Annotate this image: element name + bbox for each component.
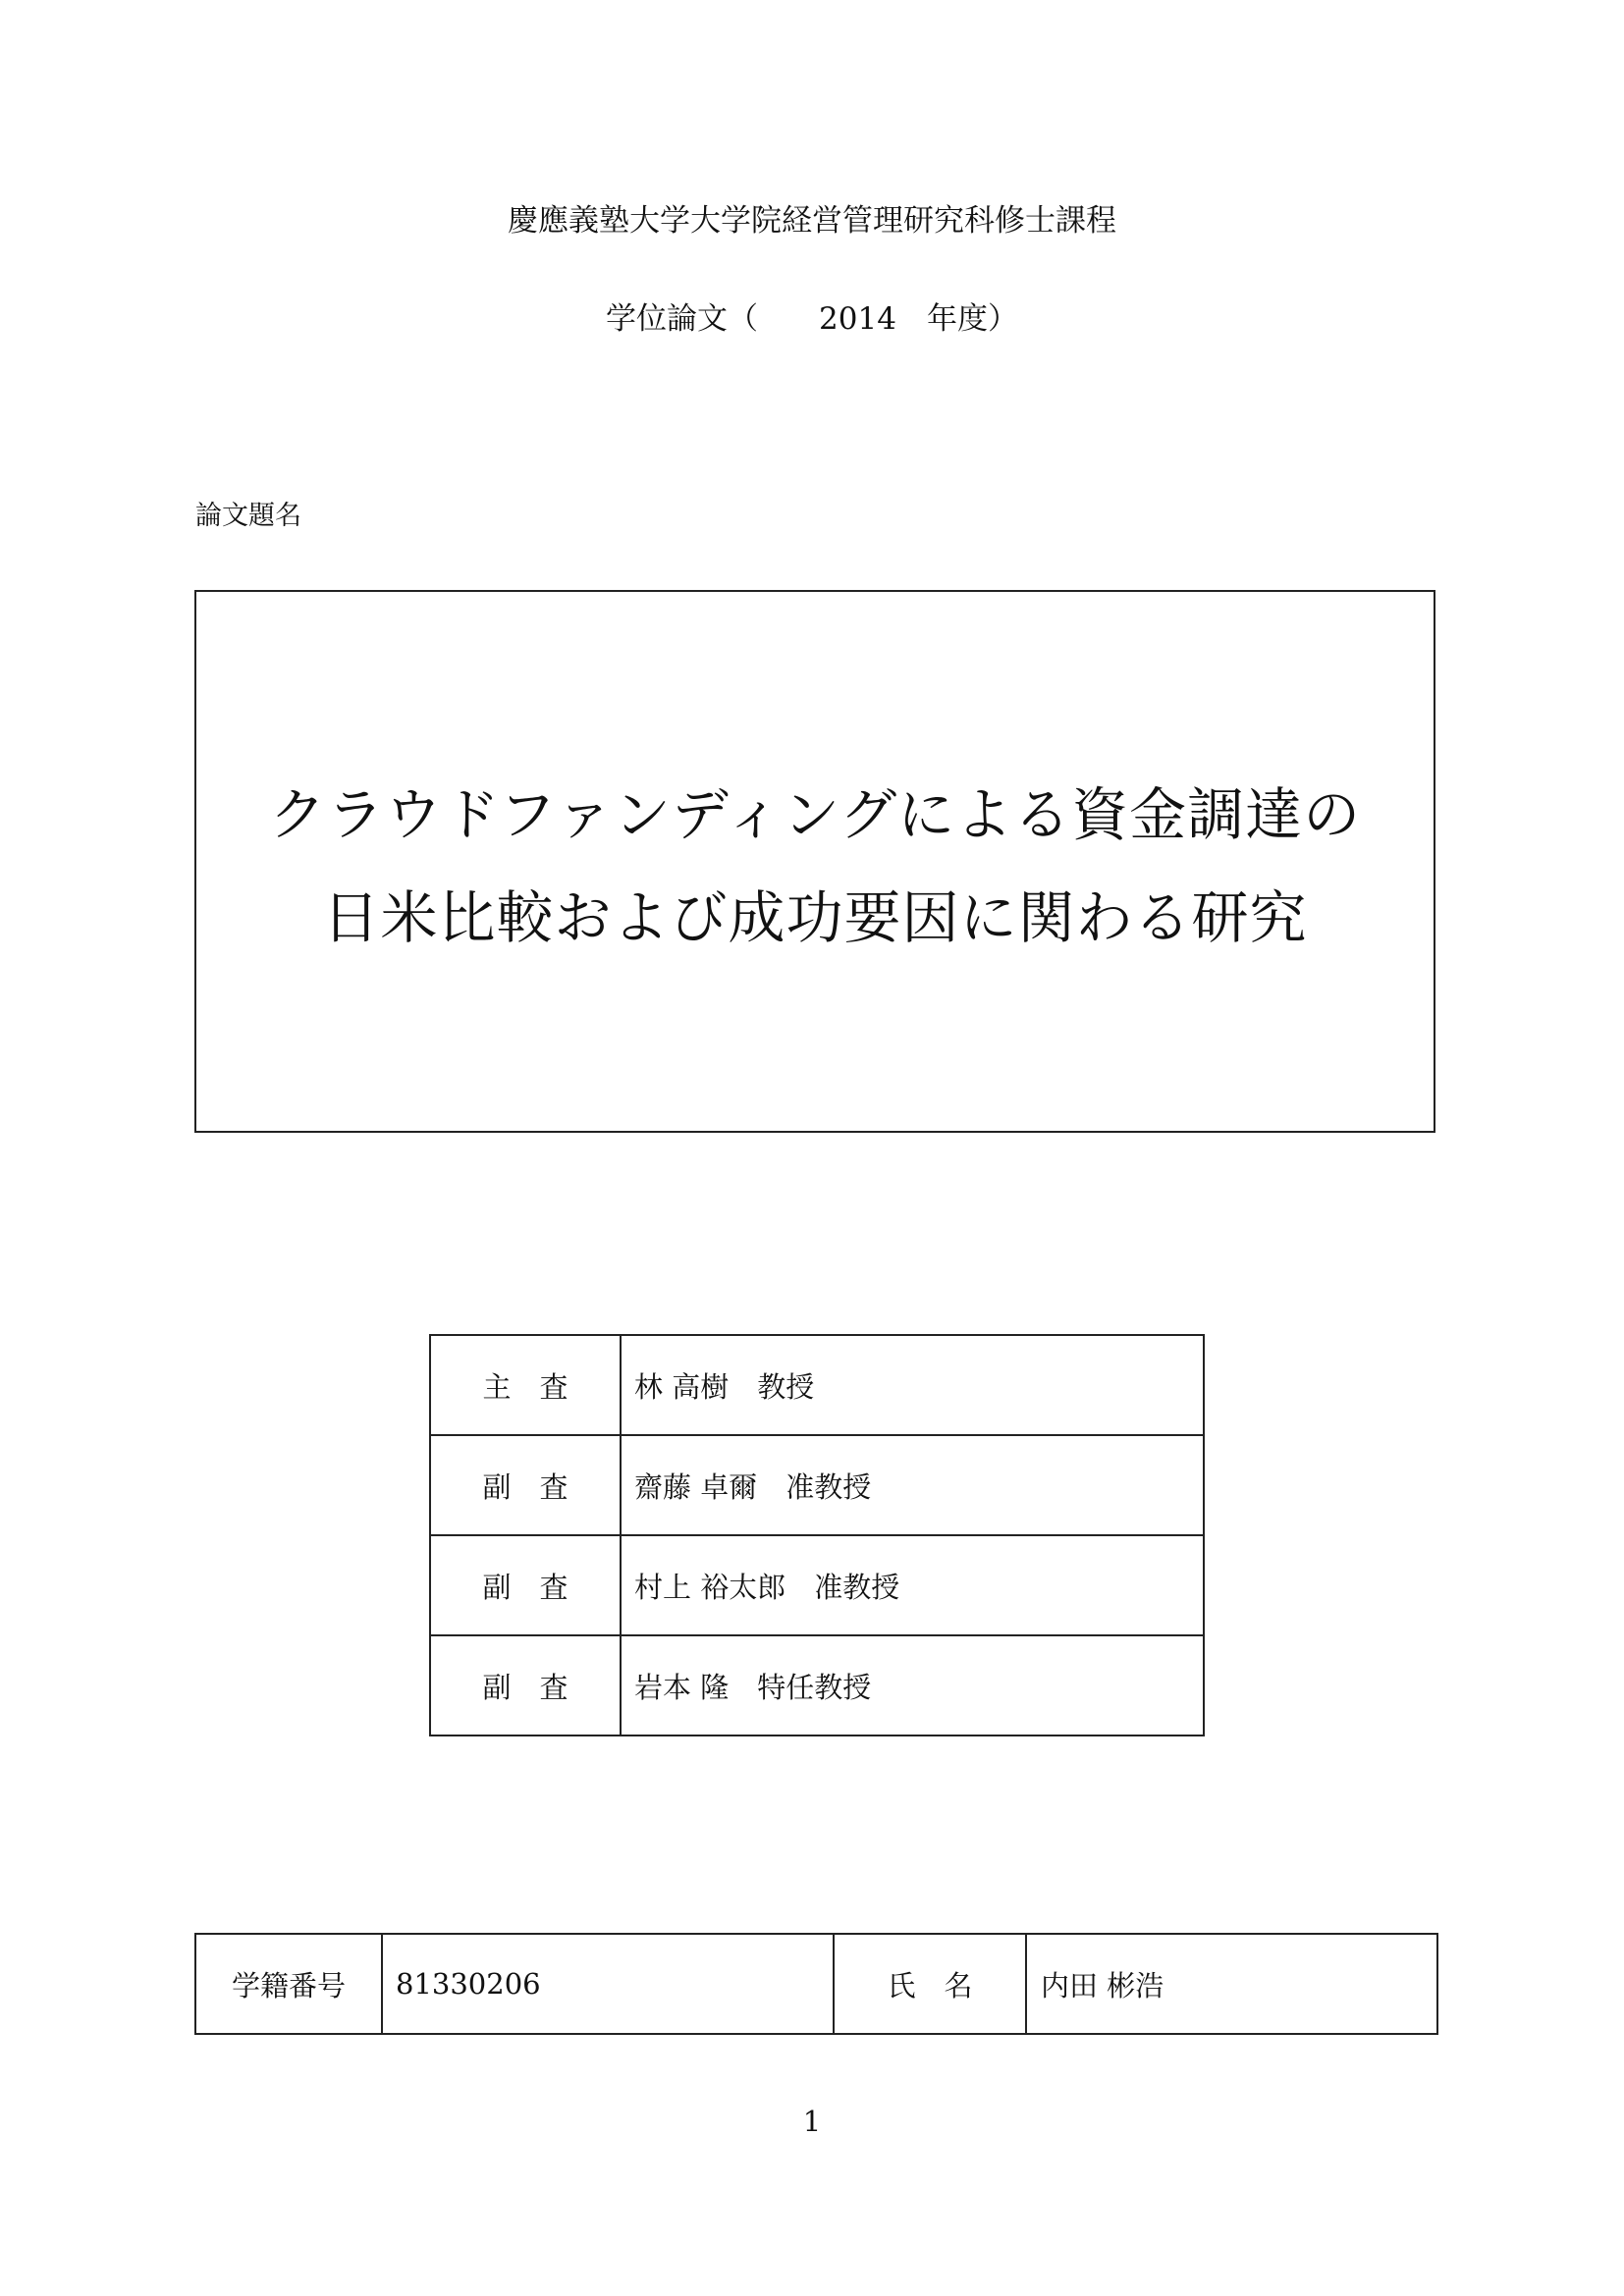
thesis-title-label: 論文題名 [195, 501, 301, 531]
examiner-name: 林 高樹 教授 [621, 1335, 1204, 1435]
student-name-label: 氏 名 [834, 1934, 1026, 2034]
student-info-table [194, 1933, 1438, 2035]
thesis-title-line-2: 日米比較および成功要因に関わる研究 [322, 884, 1308, 951]
table-row [430, 1435, 1204, 1535]
examiners-table [429, 1334, 1205, 1736]
table-row [430, 1635, 1204, 1735]
examiner-role: 主 査 [430, 1335, 621, 1435]
table-row [430, 1335, 1204, 1435]
student-name-value: 内田 彬浩 [1026, 1934, 1437, 2034]
student-id-value: 81330206 [382, 1934, 834, 2034]
degree-year-line: 学位論文（ 2014 年度） [606, 301, 1018, 337]
examiner-role: 副 査 [430, 1435, 621, 1535]
examiner-role: 副 査 [430, 1635, 621, 1735]
examiner-name: 岩本 隆 特任教授 [621, 1635, 1204, 1735]
page-number: 1 [802, 2105, 822, 2138]
student-id-label: 学籍番号 [195, 1934, 382, 2034]
university-program: 慶應義塾大学大学院経営管理研究科修士課程 [508, 203, 1116, 239]
table-row [195, 1934, 1437, 2034]
examiner-role: 副 査 [430, 1535, 621, 1635]
examiner-name: 齋藤 卓爾 准教授 [621, 1435, 1204, 1535]
table-row [430, 1535, 1204, 1635]
examiner-name: 村上 裕太郎 准教授 [621, 1535, 1204, 1635]
thesis-title-box [194, 590, 1435, 1133]
thesis-title-line-1: クラウドファンディングによる資金調達の [268, 781, 1362, 848]
